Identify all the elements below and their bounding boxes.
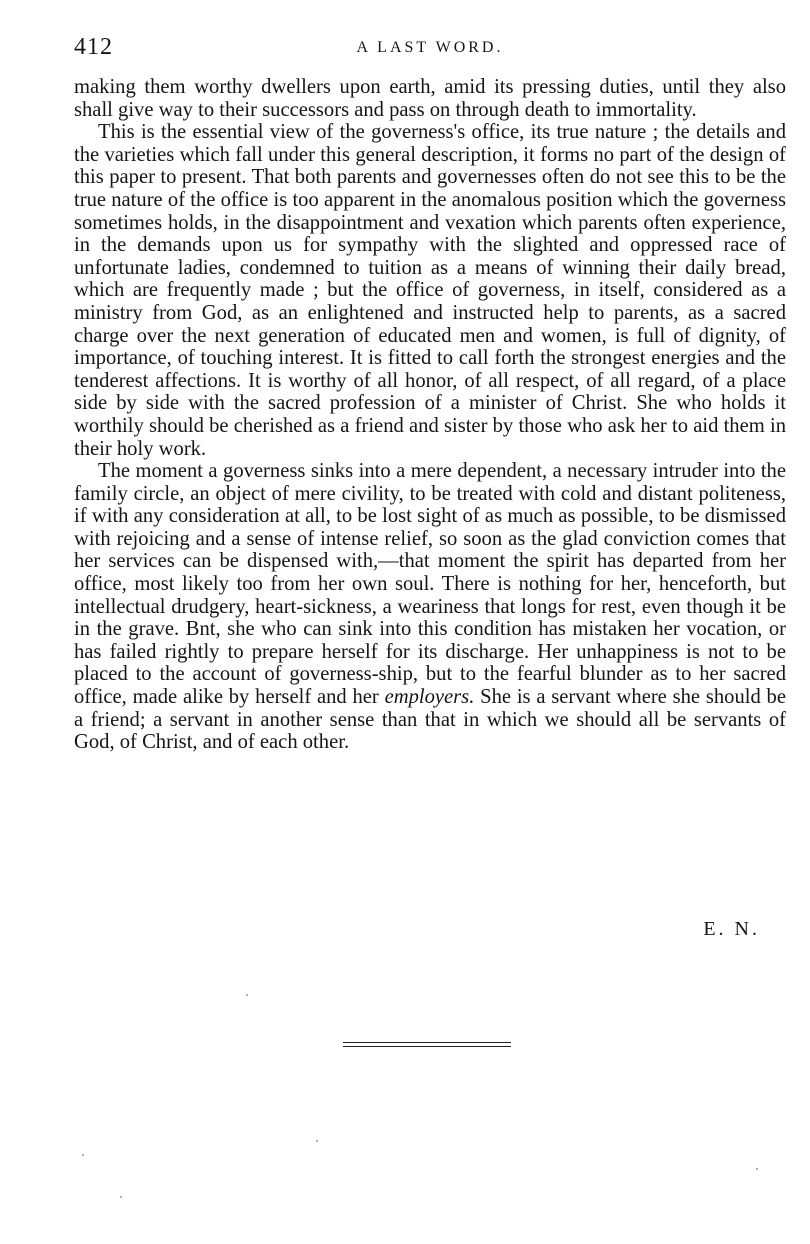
paper-speck	[120, 1196, 122, 1198]
article-body	[74, 76, 786, 754]
closing-rule-bottom	[343, 1046, 511, 1047]
running-title: A LAST WORD.	[356, 39, 504, 56]
paper-speck	[316, 1140, 318, 1142]
paragraph-the-moment	[74, 460, 786, 754]
paper-speck	[246, 994, 248, 996]
paragraph-essential-view: This is the essential view of the governess's office, its true nature ; the details and the varieties which fall under this general description, it forms no part of the design of this paper to present. That both parents and governesses often do not see this to be the true nature of the office is too apparent in the anomalous position which the governess sometimes holds, in the disappointment and vexation which parents often experience, in the demands upon us for sympathy with the slighted and oppressed race of unfortunate ladies, condemned to tuition as a means of winning their daily bread, which are frequently made ; but the office of governess, in itself, considered as a ministry from God, as an enlightened and instructed help to parents, as a sacred charge over the next generation of educated men and women, is full of dignity, of importance, of touching interest. It is fitted to call forth the strongest energies and the tenderest affections. It is worthy of all honor, of all respect, of all regard, of a place side by side with the sacred profession of a minister of Christ. She who holds it worthily should be cherished as a friend and sister by those who ask her to aid them in their holy work.	[74, 121, 786, 460]
paragraph-text-end: She is a servant where she should be a friend; a servant in another sense than that in which we should all be servants of God, of Christ, and of each other.	[74, 686, 786, 754]
page-number: 412	[74, 34, 113, 60]
page-header	[74, 34, 786, 62]
paragraph-continued: making them worthy dwellers upon earth, amid its pressing duties, until they also shall give way to their successors and pass on through death to immortality.	[74, 76, 786, 121]
paper-speck	[82, 1154, 84, 1156]
emphasized-word: employers.	[384, 686, 475, 709]
paragraph-text: The moment a governess sinks into a mere dependent, a necessary intruder into the family circle, an object of mere civility, to be treated with cold and distant politeness, if with any consideration at all, to be lost sight of as much as possible, to be dismissed with rejoicing and a sense of intense relief, so soon as the glad conviction comes that her services can be dispensed with,—that moment the spirit has departed from her office, most likely too from her own soul. There is nothing for her, henceforth, but intellectual drudgery, heart-sickness, a weariness that longs for rest, even though it be in the grave. Bnt, she who can sink into this condition has mistaken her vocation, or has failed rightly to prepare herself for its discharge. Her unhappiness is not to be placed to the account of governess-ship, but to the fearful blunder as to her sacred office, made alike by herself and her	[74, 460, 786, 709]
author-signature: E. N.	[703, 918, 760, 940]
closing-rule-top	[343, 1042, 511, 1043]
paper-speck	[756, 1168, 758, 1170]
